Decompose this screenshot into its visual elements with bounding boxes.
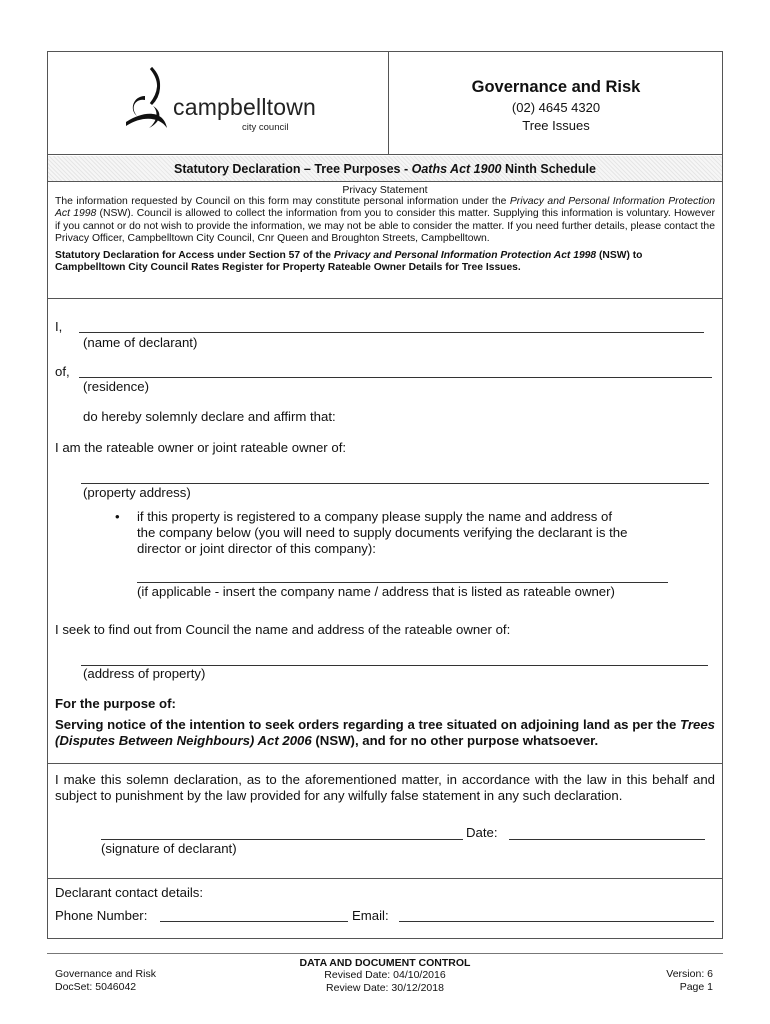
solemn-declaration: I make this solemn declaration, as to the aforementioned matter, in accordance with the law in this behalf and subject to punishment by the law provided for any wilfully false statement in any such declaration.: [55, 772, 715, 803]
footer-version: Version: 6: [666, 968, 713, 980]
owner-statement: I am the rateable owner or joint rateable owner of:: [55, 440, 347, 455]
divider: [48, 878, 722, 879]
footer-left: [55, 968, 156, 994]
address-hint: (address of property): [83, 666, 206, 681]
residence-field[interactable]: [79, 377, 712, 378]
privacy-text-2: (NSW). Council is allowed to collect the information from you to consider this matter. Supplying this information is voluntary. However if you cannot or do not wish to provide the information, we may not be able to consider the matter. If you need further details, please contact the Privacy Officer, Campbelltown City Council, Cnr Queen and Broughton Streets, Campbelltown.: [55, 208, 716, 244]
signature-hint: (signature of declarant): [101, 841, 237, 856]
i-label: I,: [55, 319, 63, 334]
privacy-heading: Privacy Statement: [342, 184, 428, 196]
purpose-statement: [55, 717, 715, 748]
seek-statement: I seek to find out from Council the name and address of the rateable owner of:: [55, 622, 511, 637]
footer-docset: DocSet: 5046042: [55, 981, 137, 993]
phone-label: Phone Number:: [55, 908, 148, 923]
contact-heading: Declarant contact details:: [55, 885, 204, 900]
of-label: of,: [55, 364, 70, 379]
privacy-text: [55, 196, 715, 245]
department-title: Governance and Risk: [471, 78, 641, 96]
residence-hint: (residence): [83, 379, 149, 394]
purpose-heading: For the purpose of:: [55, 696, 176, 711]
date-label: Date:: [466, 825, 498, 840]
org-name: campbelltown: [173, 94, 317, 120]
company-hint: (if applicable - insert the company name / address that is listed as rateable owner): [137, 584, 615, 599]
title-prefix: Statutory Declaration – Tree Purposes -: [174, 162, 412, 176]
form-title: [48, 156, 722, 182]
footer-center: [250, 957, 520, 994]
privacy-text-1: The information requested by Council on this form may constitute personal information under the: [55, 196, 510, 207]
declarant-name-field[interactable]: [79, 332, 704, 333]
footer-revised-date: Revised Date: 04/10/2016: [324, 969, 446, 982]
form-frame: [47, 51, 723, 939]
subject-label: Tree Issues: [522, 118, 590, 133]
purpose-text-2: (NSW), and for no other purpose whatsoever.: [311, 732, 599, 748]
privacy-section: [48, 183, 722, 299]
company-text-1: if this property is registered to a company please supply the name and address of: [137, 509, 613, 524]
phone-number: (02) 4645 4320: [511, 100, 601, 115]
footer-control-title: DATA AND DOCUMENT CONTROL: [299, 957, 471, 969]
purpose-text-1: Serving notice of the intention to seek orders regarding a tree situated on adjoining land as per the: [55, 717, 681, 732]
date-field[interactable]: [509, 839, 705, 840]
title-suffix: Ninth Schedule: [501, 162, 596, 176]
company-field[interactable]: [137, 582, 668, 583]
company-text-3: director or joint director of this company):: [137, 541, 376, 556]
property-hint: (property address): [83, 485, 191, 500]
email-field[interactable]: [399, 921, 714, 922]
email-label: Email:: [352, 908, 389, 923]
bullet: •: [115, 509, 120, 524]
footer-page: Page 1: [679, 981, 713, 993]
header: [48, 52, 722, 155]
divider: [48, 763, 722, 764]
phone-field[interactable]: [160, 921, 348, 922]
declare-statement: do hereby solemnly declare and affirm that:: [83, 409, 336, 424]
access-statement: [55, 250, 715, 275]
logo-cell: [48, 52, 389, 155]
access-text-1: Statutory Declaration for Access under Section 57 of the: [55, 250, 334, 262]
company-text-2: the company below (you will need to supply documents verifying the declarant is the: [137, 525, 628, 540]
contact-cell: [390, 52, 722, 155]
org-subtitle: city council: [242, 122, 289, 133]
title-act: Oaths Act 1900: [411, 162, 502, 176]
footer-review-date: Review Date: 30/12/2018: [326, 981, 444, 994]
privacy-act: Privacy and Personal Information Protection Act 1998: [55, 196, 715, 220]
footer-department: Governance and Risk: [55, 968, 156, 980]
name-hint: (name of declarant): [83, 335, 198, 350]
access-act: Privacy and Personal Information Protection Act 1998: [333, 250, 597, 262]
signature-field[interactable]: [101, 839, 463, 840]
footer-right: [666, 968, 713, 994]
access-text-2: (NSW) to Campbelltown City Council Rates Register for Property Rateable Owner Details for Tree Issues.: [55, 250, 643, 274]
purpose-act: Trees (Disputes Between Neighbours) Act 2006: [55, 717, 715, 748]
property-address-field[interactable]: [81, 483, 709, 484]
footer-rule: [47, 953, 723, 954]
